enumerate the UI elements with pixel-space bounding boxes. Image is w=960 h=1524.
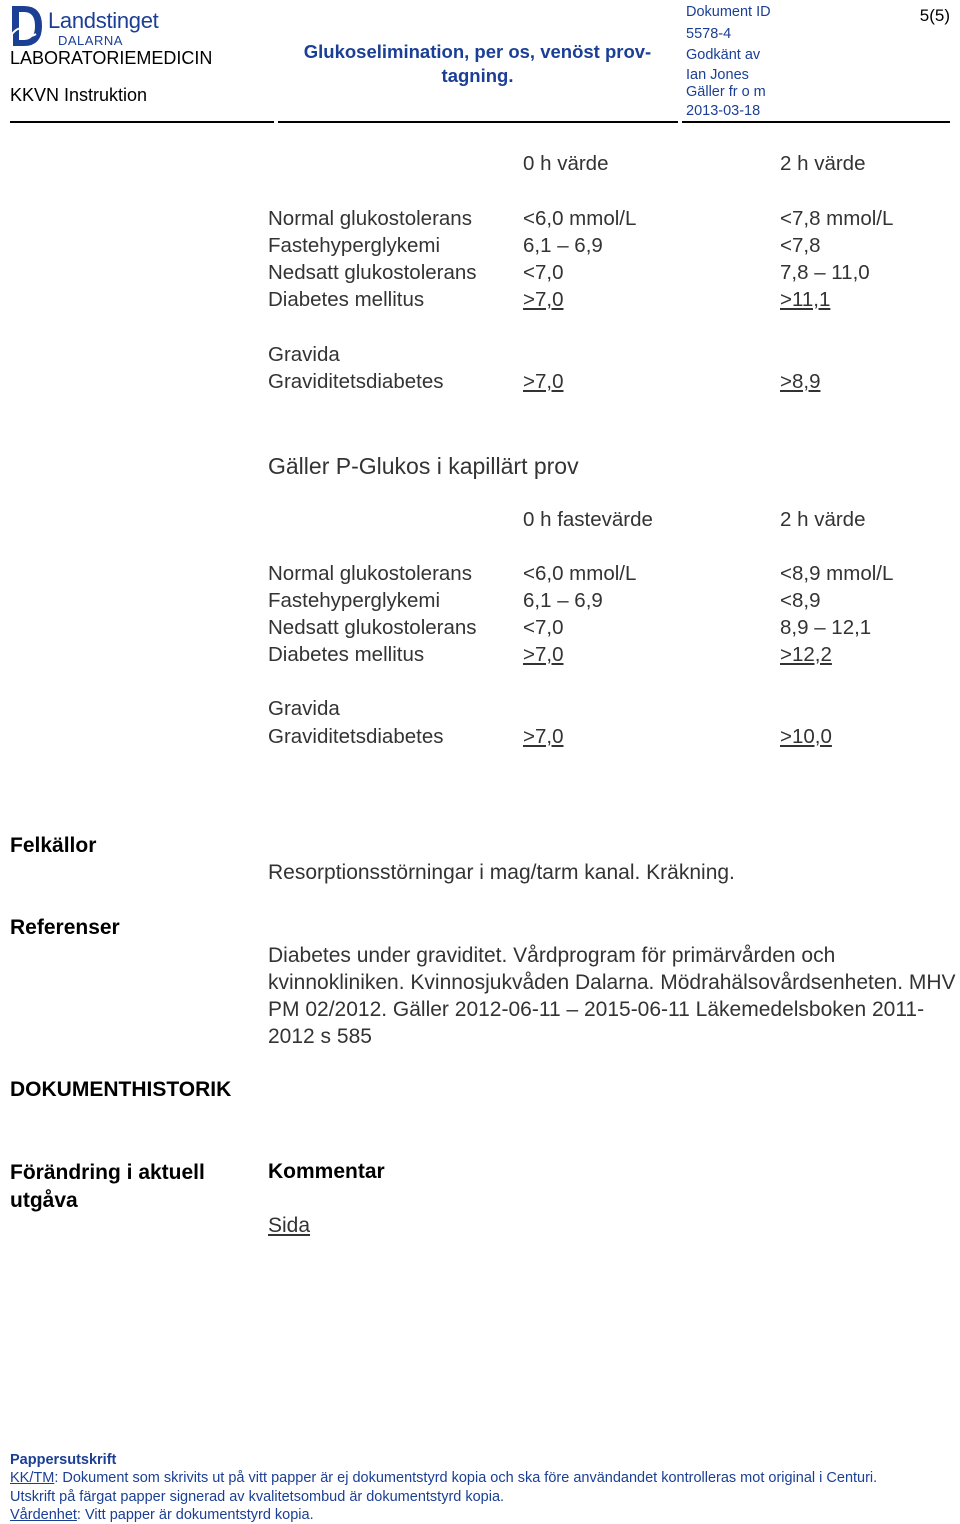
header-divider <box>682 121 950 123</box>
comment-heading: Kommentar <box>268 1160 385 1183</box>
footer-key: KK/TM <box>10 1470 55 1486</box>
capillary-title: Gäller P-Glukos i kapillärt prov <box>268 453 579 479</box>
row-label: Fastehyperglykemi <box>268 234 441 257</box>
row-value-2h: <8,9 mmol/L <box>780 562 894 585</box>
footer-text: : Dokument som skrivits ut på vitt papper är ej dokumentstyrd kopia och ska före användandet kontrolleras mot original i Centuri. <box>54 1470 878 1486</box>
row-label: Fastehyperglykemi <box>268 589 441 612</box>
header-divider <box>278 121 678 123</box>
organization: LABORATORIEMEDICIN <box>10 48 213 68</box>
footer-line-3 <box>10 1507 314 1523</box>
history-heading: DOKUMENTHISTORIK <box>10 1078 232 1101</box>
row-value-0h: 6,1 – 6,9 <box>523 589 603 612</box>
approved-label: Godkänt av <box>686 47 761 63</box>
landstinget-logo-icon <box>10 4 44 48</box>
document-title: Glukoselimination, per os, venöst prov-tagning. <box>303 41 652 86</box>
row-label: Normal glukostolerans <box>268 562 472 585</box>
referenser-heading: Referenser <box>10 916 120 939</box>
page-column-heading: Sida <box>268 1214 311 1237</box>
row-value-0h: <7,0 <box>523 261 564 284</box>
row-label: Nedsatt glukostolerans <box>268 616 477 639</box>
header-divider <box>10 121 274 123</box>
gravida-label: Gravida <box>268 343 340 366</box>
row-value-0h: >7,0 <box>523 643 564 666</box>
footer-line-2: Utskrift på färgat papper signerad av kvalitetsombud är dokumentstyrd kopia. <box>10 1489 505 1505</box>
row-label: Diabetes mellitus <box>268 643 425 666</box>
doc-id-label: Dokument ID <box>686 4 771 20</box>
footer-key: Vårdenhet <box>10 1507 77 1523</box>
row-label: Graviditetsdiabetes <box>268 370 444 393</box>
row-value-2h: 7,8 – 11,0 <box>780 261 870 284</box>
approved-by: Ian Jones <box>686 67 749 83</box>
row-value-2h: <7,8 mmol/L <box>780 207 894 230</box>
row-value-2h: >12,2 <box>780 643 832 666</box>
row-value-0h: >7,0 <box>523 370 564 393</box>
referenser-text: Diabetes under graviditet. Vårdprogram för primärvården och kvinnokliniken. Kvinnosjukvåden Dalarna. Mödrahälsovårdsenheten. MHV PM 02/2012. Gäller 2012-06-11 – 2015-06-11 Läkemedelsboken 2011-2012 s 585 <box>268 944 956 1048</box>
row-value-0h: >7,0 <box>523 725 564 748</box>
doc-id: 5578-4 <box>686 26 732 42</box>
felkallor-heading: Felkällor <box>10 834 97 857</box>
logo-sub: DALARNA <box>58 33 123 48</box>
row-label: Diabetes mellitus <box>268 288 425 311</box>
row-label: Nedsatt glukostolerans <box>268 261 477 284</box>
row-value-2h: >10,0 <box>780 725 832 748</box>
row-value-2h: <8,9 <box>780 589 821 612</box>
row-value-0h: <6,0 mmol/L <box>523 562 637 585</box>
row-label: Normal glukostolerans <box>268 207 472 230</box>
row-value-0h: <7,0 <box>523 616 564 639</box>
gravida-label: Gravida <box>268 697 340 720</box>
row-value-2h: <7,8 <box>780 234 821 257</box>
row-value-2h: 8,9 – 12,1 <box>780 616 872 639</box>
change-heading: Förändring i aktuell utgåva <box>10 1161 205 1212</box>
valid-date: 2013-03-18 <box>686 103 761 119</box>
footer-heading: Pappersutskrift <box>10 1452 117 1468</box>
row-value-2h: >8,9 <box>780 370 821 393</box>
row-label: Graviditetsdiabetes <box>268 725 444 748</box>
col-header-0h: 0 h värde <box>523 152 609 175</box>
valid-label: Gäller fr o m <box>686 84 766 100</box>
page-number: 5(5) <box>919 6 950 25</box>
row-value-2h: >11,1 <box>780 288 831 311</box>
row-value-0h: 6,1 – 6,9 <box>523 234 603 257</box>
col-header-0h: 0 h fastevärde <box>523 508 653 531</box>
document-kind: KKVN Instruktion <box>10 85 148 105</box>
footer-line-1 <box>10 1470 877 1486</box>
logo-name: Landstinget <box>48 8 159 33</box>
col-header-2h: 2 h värde <box>780 508 866 531</box>
row-value-0h: <6,0 mmol/L <box>523 207 637 230</box>
row-value-0h: >7,0 <box>523 288 564 311</box>
footer-text: : Vitt papper är dokumentstyrd kopia. <box>76 1507 314 1523</box>
felkallor-text: Resorptionsstörningar i mag/tarm kanal. Kräkning. <box>268 861 735 884</box>
col-header-2h: 2 h värde <box>780 152 866 175</box>
